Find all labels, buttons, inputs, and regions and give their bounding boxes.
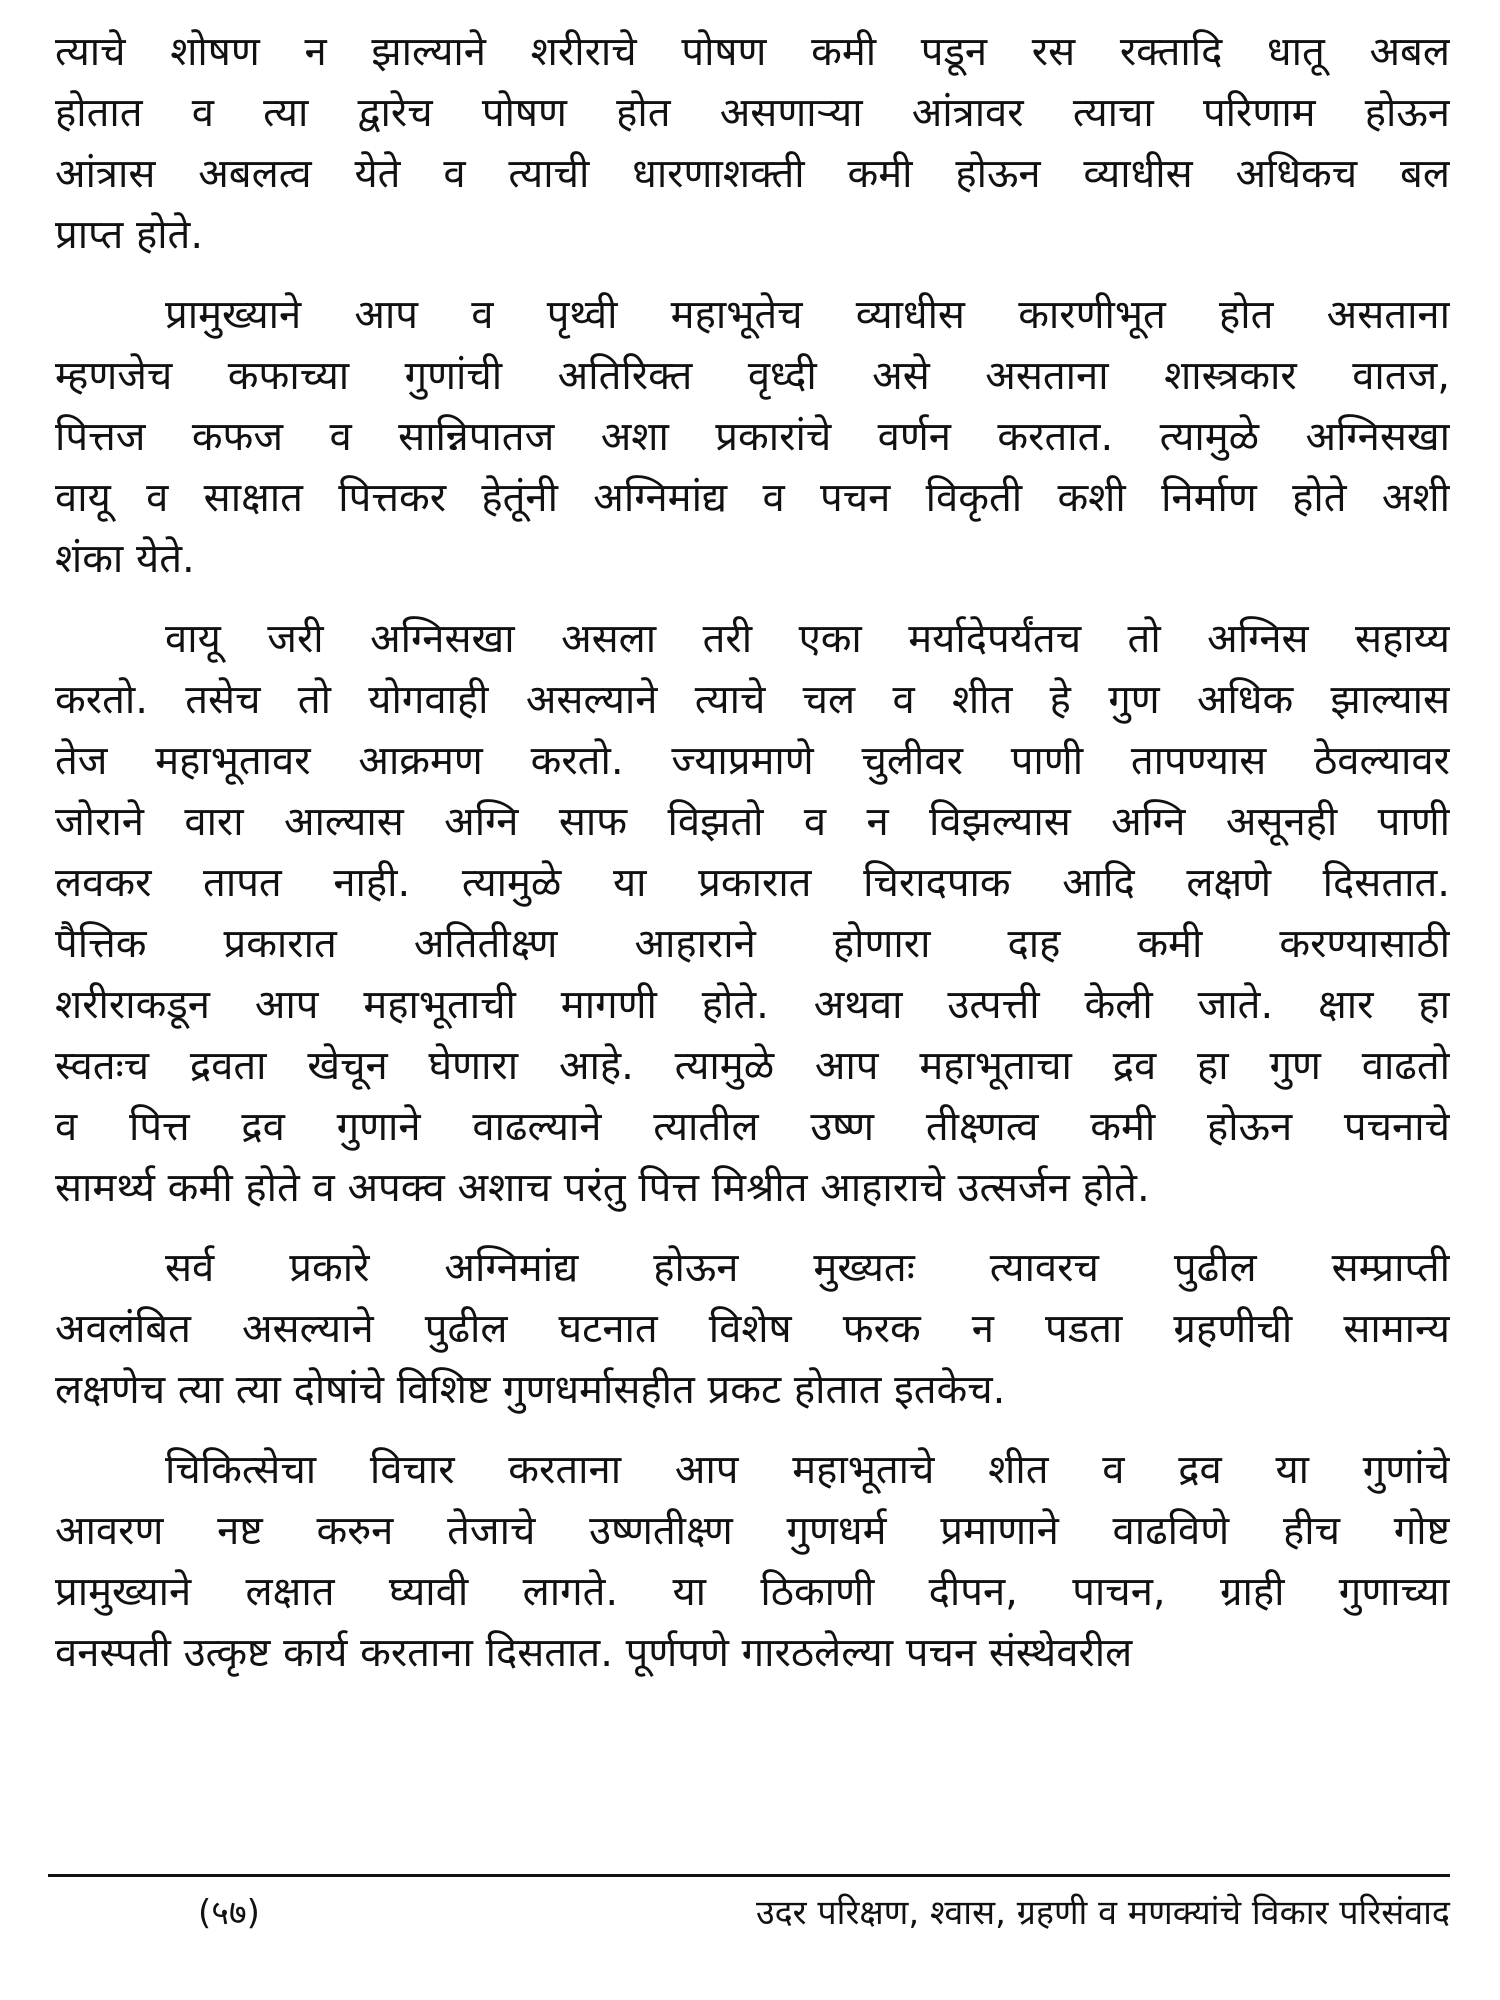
- paragraph: [55, 22, 1450, 266]
- paragraph: [55, 285, 1450, 590]
- text-line: लवकर तापत नाही. त्यामुळे या प्रकारात चिरादपाक आदि लक्षणे दिसतात.: [55, 860, 1450, 906]
- page-footer: [48, 1888, 1450, 1938]
- text-line: आवरण नष्ट करुन तेजाचे उष्णतीक्ष्ण गुणधर्म प्रमाणाने वाढविणे हीच गोष्ट: [55, 1508, 1450, 1554]
- text-line: करतो. तसेच तो योगवाही असल्याने त्याचे चल व शीत हे गुण अधिक झाल्यास: [55, 677, 1450, 723]
- text-line: सर्व प्रकारे अग्निमांद्य होऊन मुख्यतः त्यावरच पुढील सम्प्राप्ती: [165, 1245, 1450, 1291]
- text-line: सामर्थ्य कमी होते व अपक्व अशाच परंतु पित्त मिश्रीत आहाराचे उत्सर्जन होते.: [55, 1165, 1150, 1211]
- page-body: [55, 22, 1450, 1703]
- text-line: वनस्पती उत्कृष्ट कार्य करताना दिसतात. पूर्णपणे गारठलेल्या पचन संस्थेवरील: [55, 1630, 1133, 1676]
- text-line: होतात व त्या द्वारेच पोषण होत असणाऱ्या आंत्रावर त्याचा परिणाम होऊन: [55, 90, 1450, 136]
- text-line: लक्षणेच त्या त्या दोषांचे विशिष्ट गुणधर्मासहीत प्रकट होतात इतकेच.: [55, 1367, 1006, 1413]
- text-line: व पित्त द्रव गुणाने वाढल्याने त्यातील उष्ण तीक्ष्णत्व कमी होऊन पचनाचे: [55, 1104, 1450, 1150]
- text-line: वायू व साक्षात पित्तकर हेतूंनी अग्निमांद्य व पचन विकृती कशी निर्माण होते अशी: [55, 475, 1450, 521]
- text-line: जोराने वारा आल्यास अग्नि साफ विझतो व न विझल्यास अग्नि असूनही पाणी: [55, 799, 1450, 845]
- paragraph: [55, 1238, 1450, 1421]
- text-line: प्राप्त होते.: [55, 212, 204, 258]
- text-line: प्रामुख्याने लक्षात घ्यावी लागते. या ठिकाणी दीपन, पाचन, ग्राही गुणाच्या: [55, 1569, 1450, 1615]
- paragraph: [55, 609, 1450, 1219]
- running-title: उदर परिक्षण, श्वास, ग्रहणी व मणक्यांचे विकार परिसंवाद: [755, 1893, 1450, 1933]
- text-line: चिकित्सेचा विचार करताना आप महाभूताचे शीत व द्रव या गुणांचे: [165, 1447, 1450, 1493]
- page-number: (५७): [198, 1893, 260, 1933]
- text-line: म्हणजेच कफाच्या गुणांची अतिरिक्त वृध्दी असे असताना शास्त्रकार वातज,: [55, 353, 1450, 399]
- text-line: त्याचे शोषण न झाल्याने शरीराचे पोषण कमी पडून रस रक्तादि धातू अबल: [55, 29, 1450, 75]
- paragraph: [55, 1440, 1450, 1684]
- text-line: पैत्तिक प्रकारात अतितीक्ष्ण आहाराने होणारा दाह कमी करण्यासाठी: [55, 921, 1450, 967]
- text-line: शरीराकडून आप महाभूताची मागणी होते. अथवा उत्पत्ती केली जाते. क्षार हा: [55, 982, 1450, 1028]
- text-line: पित्तज कफज व सान्निपातज अशा प्रकारांचे वर्णन करतात. त्यामुळे अग्निसखा: [55, 414, 1450, 460]
- text-line: आंत्रास अबलत्व येते व त्याची धारणाशक्ती कमी होऊन व्याधीस अधिकच बल: [55, 151, 1450, 197]
- text-line: अवलंबित असल्याने पुढील घटनात विशेष फरक न पडता ग्रहणीची सामान्य: [55, 1306, 1450, 1352]
- text-line: प्रामुख्याने आप व पृथ्वी महाभूतेच व्याधीस कारणीभूत होत असताना: [165, 292, 1450, 338]
- text-line: तेज महाभूतावर आक्रमण करतो. ज्याप्रमाणे चुलीवर पाणी तापण्यास ठेवल्यावर: [55, 738, 1450, 784]
- text-line: वायू जरी अग्निसखा असला तरी एका मर्यादेपर्यंतच तो अग्निस सहाय्य: [165, 616, 1450, 662]
- footer-divider: [48, 1874, 1450, 1877]
- text-line: शंका येते.: [55, 536, 195, 582]
- text-line: स्वतःच द्रवता खेचून घेणारा आहे. त्यामुळे आप महाभूताचा द्रव हा गुण वाढतो: [55, 1043, 1450, 1089]
